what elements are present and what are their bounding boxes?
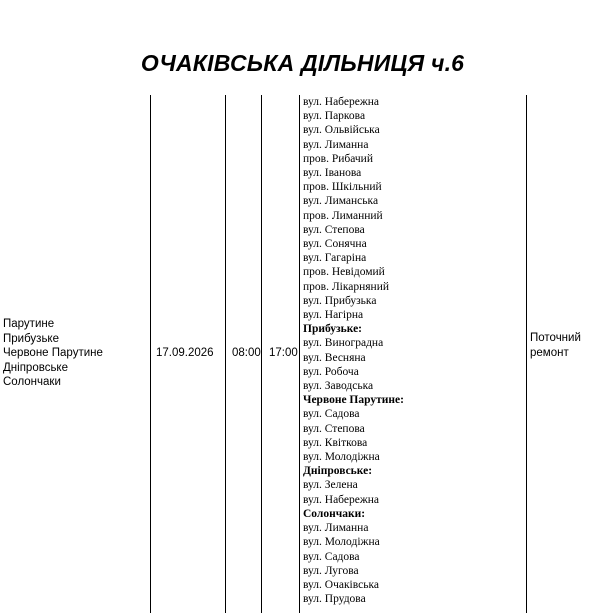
settlement-heading: Червоне Парутине:: [303, 394, 404, 407]
column-divider: [261, 95, 262, 613]
date-cell: 17.09.2026: [156, 347, 214, 359]
street-item: вул. Степова: [303, 223, 365, 236]
street-item: вул. Лиманна: [303, 138, 369, 151]
street-item: пров. Лиманний: [303, 209, 383, 222]
street-item: вул. Лиманська: [303, 195, 379, 208]
end-time-cell: 17:00: [269, 347, 298, 359]
street-item: вул. Іванова: [303, 167, 362, 180]
street-item: пров. Невідомий: [303, 266, 385, 279]
street-item: пров. Рибачий: [303, 152, 373, 165]
street-item: вул. Молодіжна: [303, 536, 380, 549]
settlement-name: Червоне Парутине: [3, 347, 103, 359]
street-item: вул. Садова: [303, 550, 360, 563]
work-type-cell: [530, 331, 581, 360]
street-item: вул. Очаківська: [303, 578, 379, 591]
street-item: вул. Прудова: [303, 593, 366, 606]
street-item: пров. Шкільний: [303, 181, 382, 194]
streets-cell: [303, 95, 404, 606]
street-item: вул. Садова: [303, 408, 360, 421]
street-item: вул. Виноградна: [303, 337, 384, 350]
street-item: вул. Степова: [303, 422, 365, 435]
column-divider: [225, 95, 226, 613]
street-item: вул. Лугова: [303, 564, 359, 577]
street-item: вул. Молодіжна: [303, 451, 380, 464]
street-item: вул. Сонячна: [303, 238, 367, 251]
street-item: вул. Квіткова: [303, 436, 368, 449]
street-item: вул. Прибузька: [303, 294, 377, 307]
street-item: вул. Гагаріна: [303, 252, 367, 265]
street-item: вул. Паркова: [303, 110, 366, 123]
column-divider: [299, 95, 300, 613]
column-divider: [150, 95, 151, 613]
street-item: пров. Лікарняний: [303, 280, 390, 293]
street-item: вул. Набережна: [303, 96, 380, 108]
work-type-line: ремонт: [530, 346, 569, 359]
outage-table: [0, 95, 605, 613]
street-item: вул. Заводська: [303, 380, 374, 393]
street-item: вул. Лиманна: [303, 522, 369, 535]
street-item: вул. Набережна: [303, 493, 380, 506]
settlement-heading: Дніпровське:: [303, 465, 373, 478]
settlement-name: Солончаки: [3, 376, 61, 388]
settlement-name: Прибузьке: [3, 332, 59, 345]
start-time-cell: 08:00: [232, 347, 261, 359]
street-item: вул. Ольвійська: [303, 124, 380, 137]
page-title: ОЧАКІВСЬКА ДІЛЬНИЦЯ ч.6: [140, 50, 465, 76]
settlement-name: Парутине: [3, 318, 55, 330]
settlement-name: Дніпровське: [3, 361, 68, 374]
settlements-cell: [3, 317, 103, 390]
street-item: вул. Нагірна: [303, 309, 364, 322]
street-item: вул. Робоча: [303, 365, 359, 378]
column-divider: [526, 95, 527, 613]
street-item: вул. Зелена: [303, 479, 358, 492]
work-type-line: Поточний: [530, 332, 581, 344]
settlement-heading: Прибузьке:: [303, 323, 363, 336]
settlement-heading: Солончаки:: [303, 507, 366, 520]
street-item: вул. Весняна: [303, 351, 366, 364]
